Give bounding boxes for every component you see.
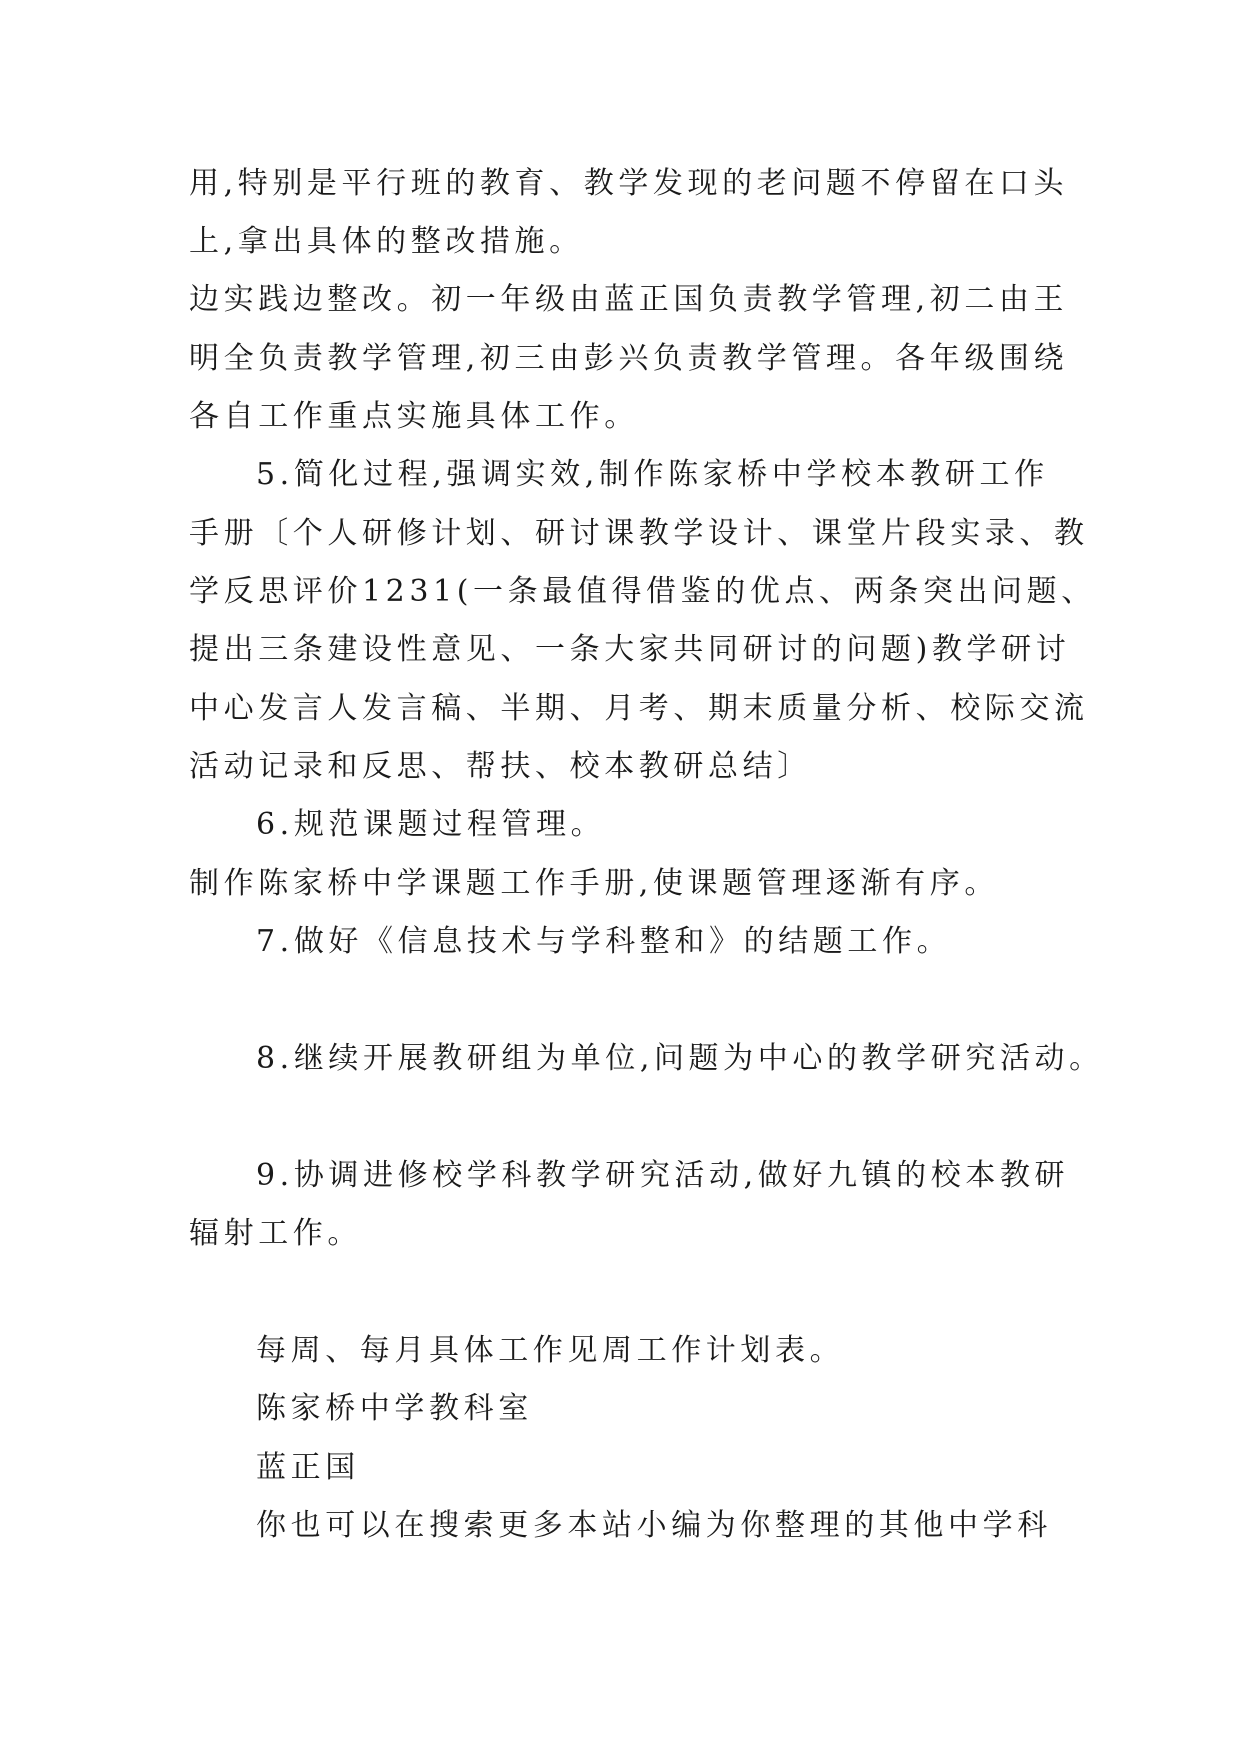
list-item-7: 7.做好《信息技术与学科整和》的结题工作。: [256, 924, 952, 959]
signature-department: 陈家桥中学教科室: [256, 1391, 533, 1426]
footer-note: 你也可以在搜索更多本站小编为你整理的其他中学科: [256, 1508, 1052, 1543]
paragraph-line: 上,拿出具体的整改措施。: [189, 224, 584, 259]
list-item-9: 9.协调进修校学科教学研究活动,做好九镇的校本教研: [256, 1158, 1070, 1193]
paragraph-line: 各自工作重点实施具体工作。: [189, 399, 639, 434]
paragraph-line: 手册〔个人研修计划、研讨课教学设计、课堂片段实录、教: [189, 516, 1089, 551]
paragraph-line: 明全负责教学管理,初三由彭兴负责教学管理。各年级围绕: [189, 341, 1069, 376]
paragraph-line: 辐射工作。: [189, 1216, 362, 1251]
list-item-6: 6.规范课题过程管理。: [256, 807, 606, 842]
paragraph-line: 用,特别是平行班的教育、教学发现的老问题不停留在口头: [189, 166, 1069, 201]
paragraph-line: 活动记录和反思、帮扶、校本教研总结〕: [189, 749, 812, 784]
list-item-5: 5.简化过程,强调实效,制作陈家桥中学校本教研工作: [256, 457, 1049, 492]
signature-name: 蓝正国: [256, 1450, 360, 1485]
paragraph-line: 边实践边整改。初一年级由蓝正国负责教学管理,初二由王: [189, 282, 1069, 317]
paragraph-line: 制作陈家桥中学课题工作手册,使课题管理逐渐有序。: [189, 866, 999, 901]
paragraph-line: 提出三条建设性意见、一条大家共同研讨的问题)教学研讨: [189, 632, 1071, 667]
paragraph-line: 中心发言人发言稿、半期、月考、期末质量分析、校际交流: [189, 691, 1089, 726]
closing-note: 每周、每月具体工作见周工作计划表。: [256, 1333, 845, 1368]
list-item-8: 8.继续开展教研组为单位,问题为中心的教学研究活动。: [256, 1041, 1104, 1076]
paragraph-line: 学反思评价1231(一条最值得借鉴的优点、两条突出问题、: [189, 574, 1096, 609]
